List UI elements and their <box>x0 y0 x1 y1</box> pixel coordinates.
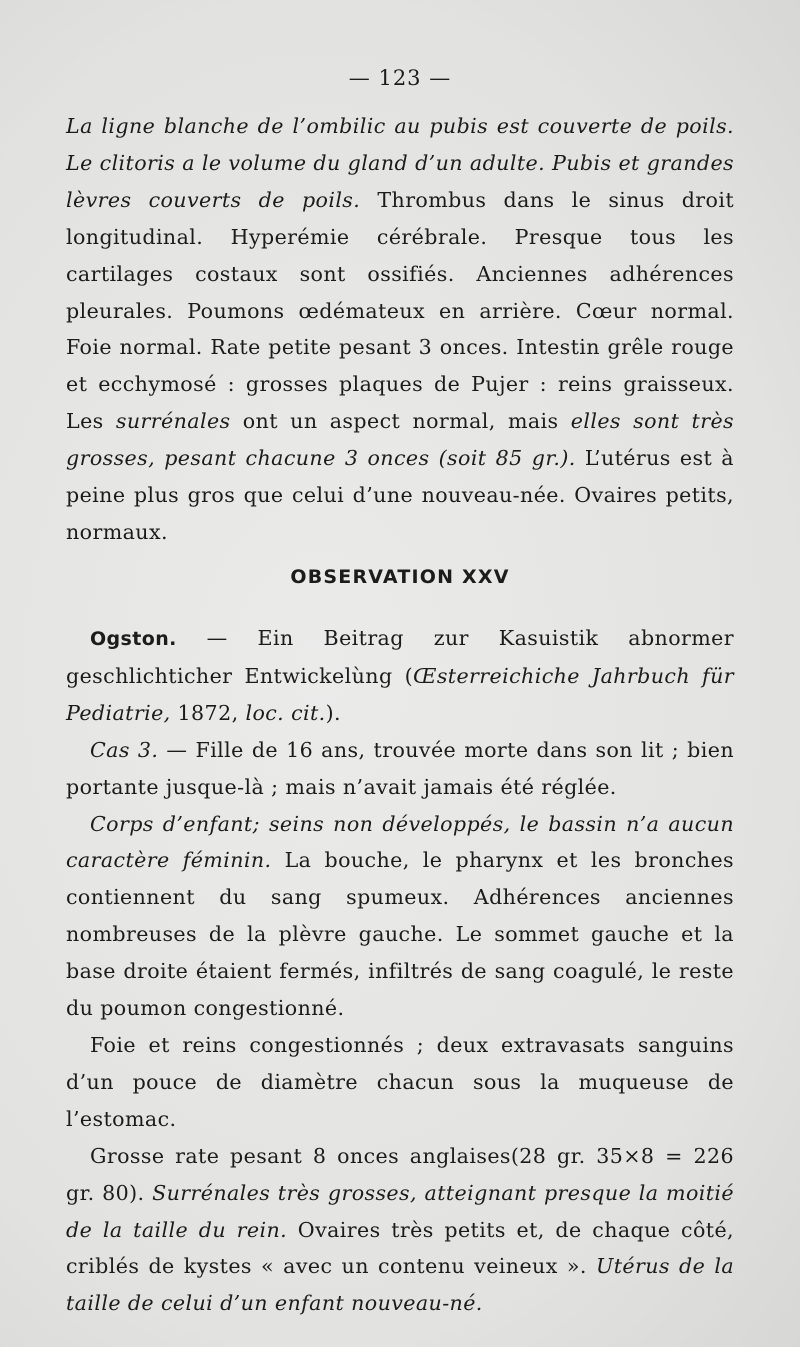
paragraph <box>66 108 734 551</box>
italic-text: Surrénales très grosses, atteignant presque la moitié de la taille du rein. <box>66 1180 734 1242</box>
text: L’utérus est à peine plus gros que celui d’une nouveau-née. Ovaires petits, normaux. <box>66 446 734 544</box>
text: — Fille de 16 ans, trouvée morte dans son lit ; bien portante jusque-là ; mais n’avait jamais été réglée. <box>66 737 734 799</box>
italic-text: Cas 3. <box>90 737 159 762</box>
text: ont un aspect normal, mais <box>230 409 571 434</box>
text: — Ein Beitrag zur Kasuistik abnormer geschlichticher Entwickelùng ( <box>66 626 734 688</box>
paragraph-organs: Foie et reins congestionnés ; deux extravasats sanguins d’un pouce de diamètre chacun sous la muqueuse de l’estomac. <box>66 1032 734 1131</box>
observation-heading: OBSERVATION XXV <box>290 566 510 588</box>
italic-text: Corps d’enfant; seins non développés, le bassin n’a aucun caractère féminin. <box>66 811 734 873</box>
text: 1872, <box>170 700 246 725</box>
author-name: Ogston. <box>90 628 177 650</box>
italic-text: Œsterreichiche Jahrbuch für Pediatrie, <box>66 663 734 725</box>
paragraph-body <box>66 806 734 1027</box>
text-block-autopsy <box>66 108 734 551</box>
italic-text: surrénales <box>115 409 231 434</box>
paragraph-spleen <box>66 1138 734 1323</box>
text: Grosse rate pesant 8 onces anglaises(28 gr. 35×8 = 226 gr. 80). <box>66 1143 734 1205</box>
italic-text: La ligne blanche de l’ombilic au pubis est couverte de poils. Le clitoris a le volume du gland d’un adulte. Pubis et grandes lèvres couverts de poils. <box>66 114 734 212</box>
paragraph-reference <box>66 620 734 732</box>
italic-text: elles sont très grosses, pesant chacune 3 onces (soit 85 gr.). <box>66 409 735 471</box>
page-number: — 123 — <box>348 66 452 90</box>
text: ). <box>325 700 342 725</box>
italic-text: loc. cit. <box>245 700 326 725</box>
text: Ovaires très petits et, de chaque côté, criblés de kystes « avec un contenu veineux ». <box>66 1217 734 1279</box>
text: Thrombus dans le sinus droit longitudinal. Hyperémie cérébrale. Presque tous les cartilages costaux sont ossifiés. Anciennes adhérences pleurales. Poumons œdémateux en arrière. Cœur normal. Foie normal. Rate petite pesant 3 onces. Intestin grêle rouge et ecchymosé : grosses plaques de Pujer : reins graisseux. Les <box>66 187 735 434</box>
text-block-observation <box>66 620 734 1322</box>
paragraph-case <box>66 732 734 806</box>
italic-text: Utérus de la taille de celui d’un enfant nouveau-né. <box>66 1254 734 1316</box>
text: La bouche, le pharynx et les bronches contiennent du sang spumeux. Adhérences anciennes nombreuses de la plèvre gauche. Le sommet gauche et la base droite étaient fermés, infiltrés de sang coagulé, le reste du poumon congestionné. <box>66 848 734 1021</box>
